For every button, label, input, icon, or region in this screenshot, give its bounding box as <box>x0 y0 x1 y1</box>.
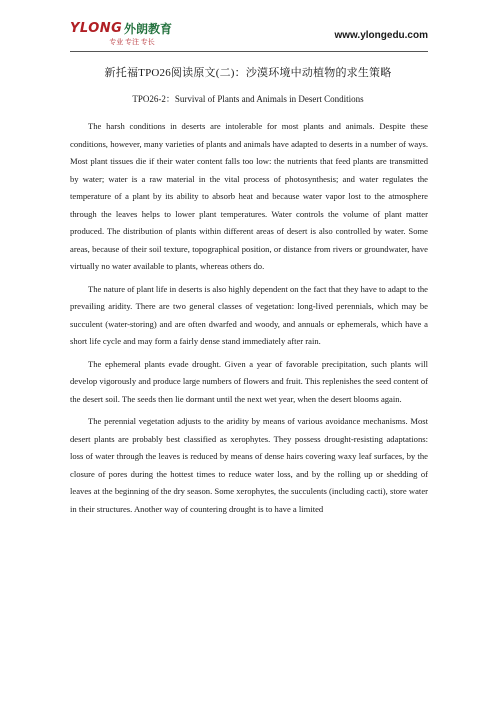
header-divider <box>70 51 428 52</box>
document-title: 新托福TPO26阅读原文(二)：沙漠环境中动植物的求生策略 <box>104 67 392 79</box>
logo-slogan: 专业 专注 专长 <box>109 38 155 46</box>
logo-mark: YLONG <box>70 21 123 36</box>
company-logo <box>70 22 180 50</box>
logo-chinese-name: 外朗教育 <box>124 22 173 36</box>
website-url: www.ylongedu.com <box>334 30 428 41</box>
passage-title: TPO26-2：Survival of Plants and Animals in Desert Conditions <box>132 94 364 104</box>
paragraph-3: The ephemeral plants evade drought. Given a year of favorable precipitation, such plants will develop vigorously and produce large numbers of flowers and fruit. This replenishes the seed content of the desert soil. The seeds then lie dormant until the next wet year, when the desert blooms again. <box>70 358 428 404</box>
paragraph-1: The harsh conditions in deserts are intolerable for most plants and animals. Despite these conditions, however, many varieties of plants and animals have adapted to deserts in a number of ways. Most plant tissues die if their water content falls too low: the nutrients that feed plants are transmitted by water; water is a raw material in the vital process of photosynthesis; and water regulates the temperature of a plant by its ability to absorb heat and because water vapor lost to the atmosphere through the leaves helps to lower plant temperatures. Water controls the volume of plant matter produced. The distribution of plants within different areas of desert is also controlled by water. Some areas, because of their soil texture, topographical position, or distance from rivers or groundwater, have virtually no water available to plants, whereas others do. <box>70 121 428 271</box>
paragraph-4: The perennial vegetation adjusts to the aridity by means of various avoidance mechanisms. Most desert plants are probably best classified as xerophytes. They possess drought-resisting adaptations: loss of water through the leaves is reduced by means of dense hairs covering waxy leaf surfaces, by the closure of pores during the hottest times to reduce water loss, and by the rolling up or shedding of leaves at the beginning of the dry season. Some xerophytes, the succulents (including cacti), store water in their structures. Another way of countering drought is to have a limited <box>70 416 428 514</box>
page-header <box>0 0 496 58</box>
paragraph-2: The nature of plant life in deserts is also highly dependent on the fact that they have to adapt to the prevailing aridity. There are two general classes of vegetation: long-lived perennials, which may be succulent (water-storing) and are often dwarfed and woody, and annuals or ephemerals, which have a short life cycle and may form a fairly dense stand immediately after rain. <box>70 283 428 346</box>
passage-body <box>70 118 428 523</box>
